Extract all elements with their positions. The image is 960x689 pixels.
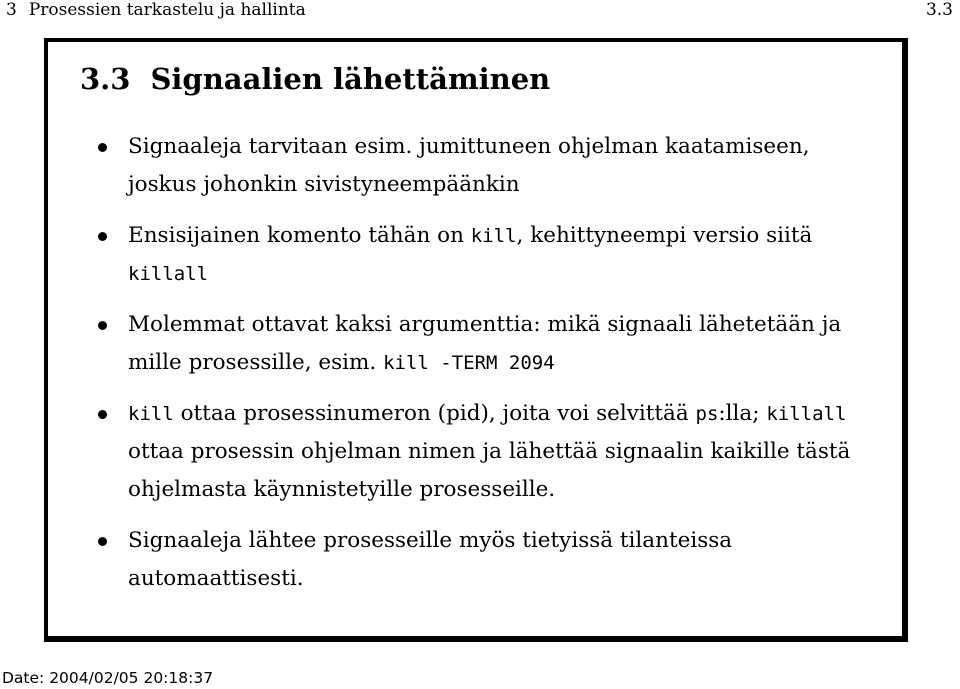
bullet-icon [98,321,107,330]
bullet-icon [98,143,107,152]
command-code: kill [470,225,517,247]
command-code: killall [766,403,847,425]
bullet-list [98,128,858,611]
command-code: kill [128,403,174,425]
section-reference: 3.3 [925,0,953,20]
bullet-icon [98,232,107,241]
command-code: kill -TERM 2094 [383,352,555,374]
date-footer: Date: 2004/02/05 20:18:37 [2,669,214,687]
bullet-item: Ensisijainen komento tähän on kill, kehittyneempi versio siitä killall [98,217,858,293]
bullet-item: Molemmat ottavat kaksi argumenttia: mikä signaali lähetetään ja mille prosessille, esim. kill -TERM 2094 [98,306,858,382]
running-header [6,0,306,20]
bullet-item: Signaaleja tarvitaan esim. jumittuneen ohjelman kaatamiseen, joskus johonkin sivistyneempäänkin [98,128,858,204]
slide-title [80,62,550,96]
section-title: Signaalien lähettäminen [150,62,551,96]
chapter-number: 3 [6,0,17,20]
bullet-icon [98,537,107,546]
bullet-item: Signaaleja lähtee prosesseille myös tietyissä tilanteissa automaattisesti. [98,522,858,598]
command-code: killall [128,263,209,285]
command-code: ps [695,403,719,425]
bullet-item: kill ottaa prosessinumeron (pid), joita voi selvittää ps:lla; killall ottaa prosessin ohjelman nimen ja lähettää signaalin kaikille tästä ohjelmasta käynnistetyille prosesseille. [98,395,858,509]
chapter-title: Prosessien tarkastelu ja hallinta [28,0,306,20]
bullet-icon [98,410,107,419]
section-number: 3.3 [80,62,131,96]
